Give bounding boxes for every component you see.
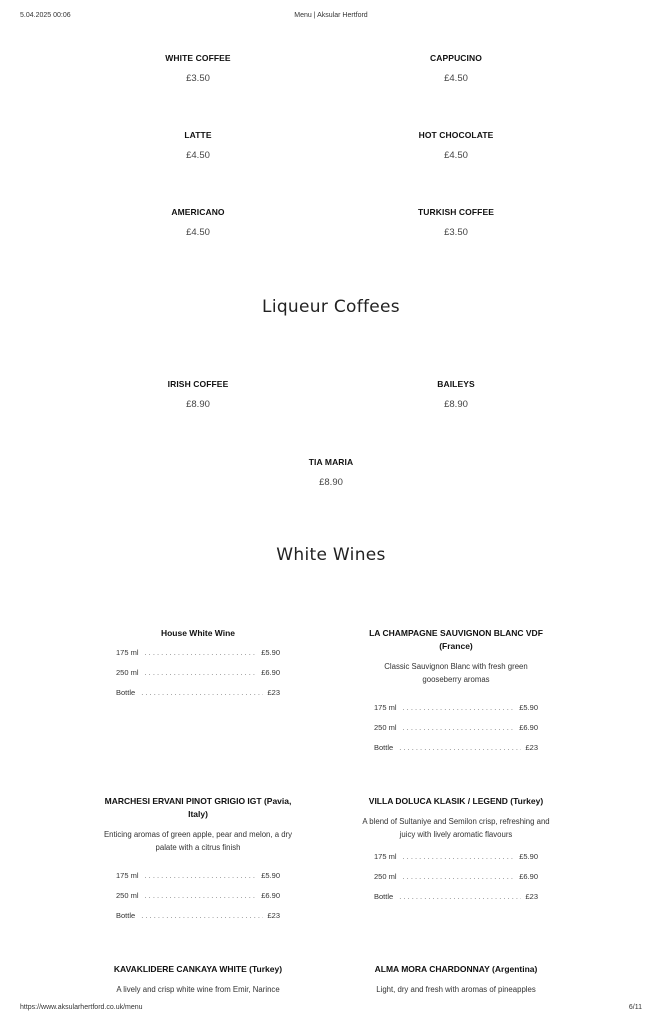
wine-size-price: £23 [525, 743, 538, 752]
wine-size-label: Bottle [374, 743, 394, 752]
print-datetime: 5.04.2025 00:06 [20, 12, 71, 19]
item-price: £8.90 [319, 477, 343, 488]
wine-name: LA CHAMPAGNE SAUVIGNON BLANC VDF (France) [369, 628, 543, 651]
wine-size-price: £5.90 [261, 648, 280, 657]
item-name: AMERICANO [171, 207, 225, 217]
leader-dots [403, 847, 516, 867]
leader-dots [403, 867, 516, 887]
wine-size-label: 250 ml [116, 668, 139, 677]
wine-name: House White Wine [160, 628, 236, 638]
wine-size-label: Bottle [116, 688, 136, 697]
wine-size-label: 250 ml [374, 872, 397, 881]
item-name: CAPPUCINO [430, 53, 482, 63]
wine-house-white [116, 627, 280, 703]
wine-kavaklidere-cankaya-white [98, 963, 298, 999]
leader-dots [399, 738, 521, 758]
item-name: BAILEYS [437, 379, 475, 389]
wine-description: A blend of Sultaniye and Semilon crisp, refreshing and juicy with lively aromatic flavours [362, 817, 550, 839]
item-price: £3.50 [444, 227, 468, 238]
item-name: TURKISH COFFEE [417, 207, 494, 217]
item-name: HOT CHOCOLATE [418, 130, 494, 140]
print-page-number: 6/11 [628, 1004, 642, 1011]
wine-price-row [374, 738, 538, 758]
wine-price-row [374, 887, 538, 907]
leader-dots [403, 698, 516, 718]
item-price: £8.90 [444, 399, 468, 410]
wine-la-champagne-sauvignon-blanc [362, 627, 550, 758]
item-name: WHITE COFFEE [165, 53, 231, 63]
wine-size-label: Bottle [374, 892, 394, 901]
wine-name: VILLA DOLUCA KLASIK / LEGEND (Turkey) [368, 796, 544, 806]
leader-dots [145, 643, 258, 663]
wine-size-price: £23 [525, 892, 538, 901]
wine-villa-doluca-klasik-legend [360, 795, 552, 907]
item-price: £8.90 [186, 399, 210, 410]
menu-item-latte [78, 129, 318, 161]
leader-dots [141, 906, 263, 926]
wine-size-price: £5.90 [519, 703, 538, 712]
wine-size-label: 175 ml [374, 852, 397, 861]
item-price: £4.50 [186, 227, 210, 238]
wine-size-price: £6.90 [261, 891, 280, 900]
item-price: £4.50 [444, 150, 468, 161]
print-footer [0, 1004, 662, 1014]
wine-size-price: £23 [267, 688, 280, 697]
wine-size-price: £5.90 [261, 871, 280, 880]
menu-item-hot-chocolate [336, 129, 576, 161]
wine-size-price: £23 [267, 911, 280, 920]
wine-size-label: 250 ml [116, 891, 139, 900]
wine-price-row [374, 867, 538, 887]
wine-size-price: £5.90 [519, 852, 538, 861]
wine-price-row [374, 698, 538, 718]
section-title-liqueur-coffees: Liqueur Coffees [262, 297, 400, 317]
item-name: LATTE [184, 130, 212, 140]
wine-price-row [116, 663, 280, 683]
wine-size-price: £6.90 [519, 723, 538, 732]
leader-dots [403, 718, 516, 738]
menu-item-baileys [336, 378, 576, 410]
wine-size-label: 175 ml [116, 871, 139, 880]
wine-size-label: 175 ml [116, 648, 139, 657]
wine-size-label: 250 ml [374, 723, 397, 732]
menu-item-tia-maria [211, 456, 451, 488]
wine-name: KAVAKLIDERE CANKAYA WHITE (Turkey) [113, 964, 283, 974]
wine-size-label: 175 ml [374, 703, 397, 712]
wine-price-row [374, 847, 538, 867]
item-price: £4.50 [444, 73, 468, 84]
menu-item-cappucino [336, 52, 576, 84]
wine-price-row [116, 683, 280, 703]
wine-price-row [116, 643, 280, 663]
wine-description: Classic Sauvignon Blanc with fresh green gooseberry aromas [384, 662, 528, 684]
item-name: TIA MARIA [308, 457, 354, 467]
leader-dots [399, 887, 521, 907]
menu-item-americano [78, 206, 318, 238]
wine-marchesi-ervani-pinot-grigio [100, 795, 296, 926]
item-price: £4.50 [186, 150, 210, 161]
wine-description: A lively and crisp white wine from Emir, Narince [116, 985, 280, 994]
wine-description: Light, dry and fresh with aromas of pineapples [376, 985, 536, 994]
section-title-white-wines: White Wines [276, 545, 386, 565]
wine-alma-mora-chardonnay [356, 963, 556, 999]
item-price: £3.50 [186, 73, 210, 84]
leader-dots [141, 683, 263, 703]
leader-dots [145, 866, 258, 886]
wine-size-label: Bottle [116, 911, 136, 920]
wine-size-price: £6.90 [519, 872, 538, 881]
wine-name: ALMA MORA CHARDONNAY (Argentina) [374, 964, 538, 974]
print-header [0, 12, 662, 22]
wine-price-row [116, 866, 280, 886]
item-name: IRISH COFFEE [167, 379, 229, 389]
menu-item-turkish-coffee [336, 206, 576, 238]
wine-price-row [116, 886, 280, 906]
wine-name: MARCHESI ERVANI PINOT GRIGIO IGT (Pavia, Italy) [104, 796, 292, 819]
leader-dots [145, 663, 258, 683]
menu-item-irish-coffee [78, 378, 318, 410]
wine-price-row [116, 906, 280, 926]
print-title: Menu | Aksular Hertford [294, 12, 368, 19]
wine-size-price: £6.90 [261, 668, 280, 677]
wine-price-row [374, 718, 538, 738]
wine-description: Enticing aromas of green apple, pear and melon, a dry palate with a citrus finish [103, 830, 293, 852]
menu-item-white-coffee [78, 52, 318, 84]
print-url: https://www.aksularhertford.co.uk/menu [20, 1004, 143, 1011]
leader-dots [145, 886, 258, 906]
